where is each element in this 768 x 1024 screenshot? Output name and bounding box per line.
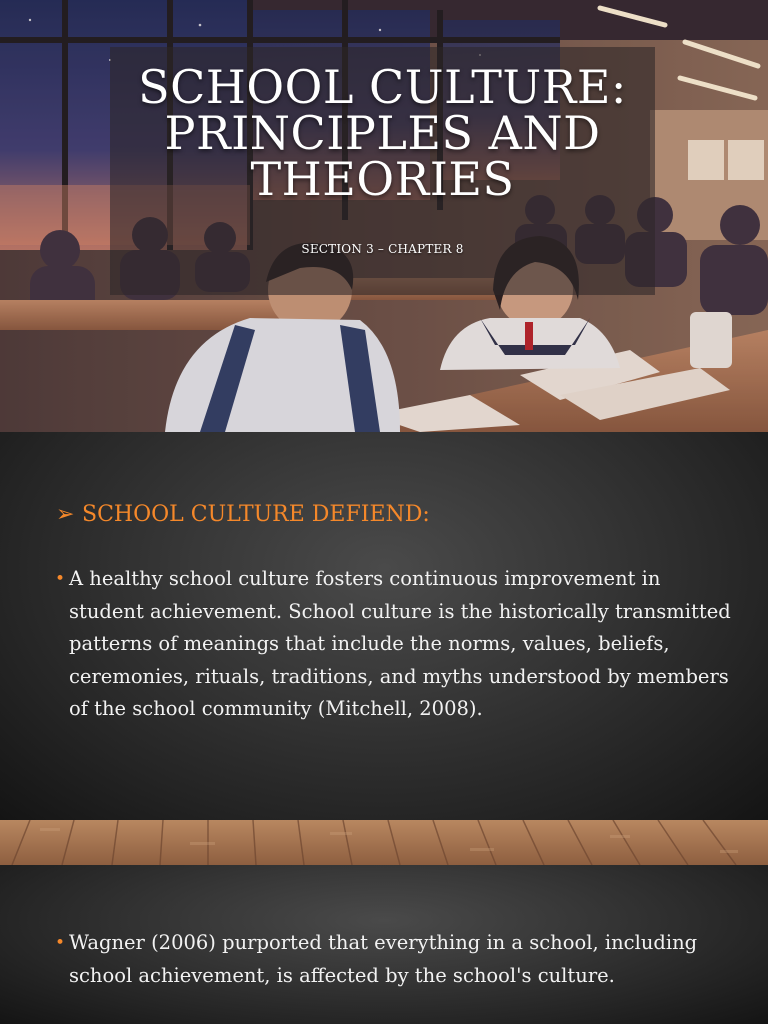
- wagner-bullet: [55, 927, 739, 992]
- slide-subtitle: SECTION 3 – CHAPTER 8: [301, 242, 464, 256]
- definition-bullet-text: A healthy school culture fosters continuous improvement in student achievement. School culture is the historically transmitted patterns of meanings that include the norms, values, beliefs, ceremonies, rituals, traditions, and myths understood by members of the school community (Mitchell, 2008).: [69, 567, 731, 720]
- title-slide: [0, 0, 768, 432]
- bullet-dot-icon: •: [55, 569, 66, 589]
- bullet-dot-icon: •: [55, 933, 66, 953]
- title-line-2: PRINCIPLES AND: [164, 106, 601, 160]
- title-line-3: THEORIES: [250, 152, 515, 206]
- section-heading: [56, 502, 430, 527]
- title-line-1: SCHOOL CULTURE:: [138, 60, 627, 114]
- section-heading-text: SCHOOL CULTURE DEFIEND:: [82, 502, 430, 527]
- wagner-bullet-text: Wagner (2006) purported that everything in a school, including school achievement, is affected by the school's culture.: [69, 931, 698, 987]
- wood-floor-texture: [0, 820, 768, 865]
- slide-title: [110, 60, 655, 206]
- wood-floor-strip: [0, 820, 768, 865]
- definition-bullet: [55, 563, 739, 726]
- arrow-bullet-icon: ➢: [56, 502, 75, 527]
